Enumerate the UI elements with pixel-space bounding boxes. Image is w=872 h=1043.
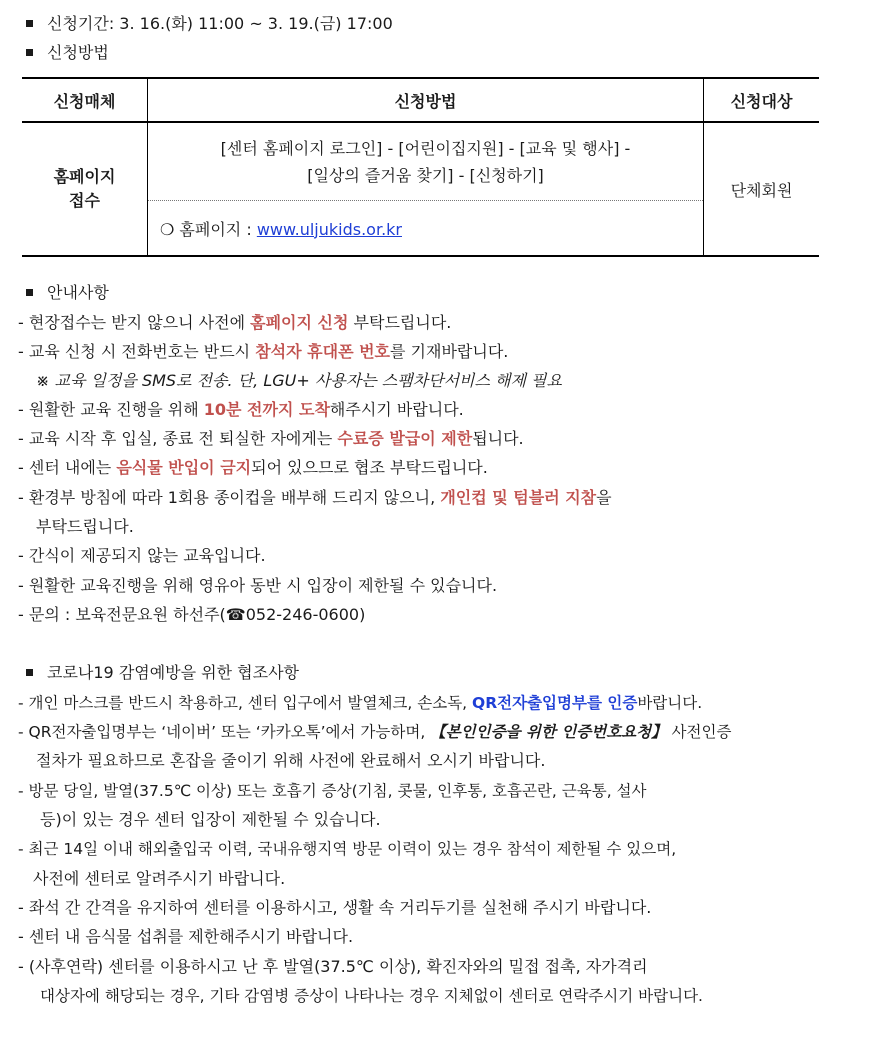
method-heading: 신청방법 xyxy=(18,42,109,64)
phone-icon: ☎ xyxy=(225,605,246,624)
method-path-cell xyxy=(148,122,704,201)
notice-line-7: - 간식이 제공되지 않는 교육입니다. xyxy=(18,546,266,565)
notice-line-4: - 교육 시작 후 입실, 종료 전 퇴실한 자에게는 수료증 발급이 제한됩니다. xyxy=(18,429,524,448)
covid-line-2-cont: 절차가 필요하므로 혼잡을 줄이기 위해 사전에 완료해서 오시기 바랍니다. xyxy=(36,751,546,770)
homepage-link[interactable]: www.uljukids.or.kr xyxy=(256,219,402,239)
notice-sms-note: ※ 교육 일정을 SMS로 전송. 단, LGU+ 사용자는 스팸차단서비스 해제 필요 xyxy=(36,371,562,390)
header-target: 신청대상 xyxy=(704,78,820,122)
notice-line-6-cont: 부탁드립니다. xyxy=(36,517,134,536)
period-line: 신청기간: 3. 16.(화) 11:00 ~ 3. 19.(금) 17:00 xyxy=(18,13,393,35)
covid-line-3-cont: 등)이 있는 경우 센터 입장이 제한될 수 있습니다. xyxy=(40,810,381,829)
header-medium: 신청매체 xyxy=(22,78,148,122)
homepage-cell xyxy=(148,201,704,257)
application-table xyxy=(22,77,819,257)
notice-line-3: - 원활한 교육 진행을 위해 10분 전까지 도착해주시기 바랍니다. xyxy=(18,400,464,419)
header-method: 신청방법 xyxy=(148,78,704,122)
covid-line-5: - 좌석 간 간격을 유지하여 센터를 이용하시고, 생활 속 거리두기를 실천해 주시기 바랍니다. xyxy=(18,898,652,917)
notice-line-2: - 교육 신청 시 전화번호는 반드시 참석자 휴대폰 번호를 기재바랍니다. xyxy=(18,342,509,361)
bullet-square-icon xyxy=(26,20,33,27)
covid-line-2: - QR전자출입명부는 ‘네이버’ 또는 ‘카카오톡’에서 가능하며, 【본인인증을 위한 인증번호요청】 사전인증 xyxy=(18,723,732,741)
method-path-line2: [일상의 즐거움 찾기] - [신청하기] xyxy=(307,165,544,185)
homepage-prefix: ❍ 홈페이지 : xyxy=(160,219,257,239)
covid-line-6: - 센터 내 음식물 섭취를 제한해주시기 바랍니다. xyxy=(18,927,354,946)
bullet-square-icon xyxy=(26,289,33,296)
covid-line-1: - 개인 마스크를 반드시 착용하고, 센터 입구에서 발열체크, 손소독, QR전자출입명부를 인증바랍니다. xyxy=(18,694,703,712)
covid-line-7-cont: 대상자에 해당되는 경우, 기타 감염병 증상이 나타나는 경우 지체없이 센터로 연락주시기 바랍니다. xyxy=(40,987,703,1005)
medium-line1: 홈페이지 xyxy=(53,167,116,186)
bullet-square-icon xyxy=(26,669,33,676)
notice-heading: 안내사항 xyxy=(18,282,109,304)
covid-line-7: - (사후연락) 센터를 이용하시고 난 후 발열(37.5℃ 이상), 확진자와의 밀접 접촉, 자가격리 xyxy=(18,957,648,976)
bullet-square-icon xyxy=(26,49,33,56)
notice-line-1: - 현장접수는 받지 않으니 사전에 홈페이지 신청 부탁드립니다. xyxy=(18,313,452,332)
covid-line-4: - 최근 14일 이내 해외출입국 이력, 국내유행지역 방문 이력이 있는 경우 참석이 제한될 수 있으며, xyxy=(18,840,677,858)
notice-line-8: - 원활한 교육진행을 위해 영유아 동반 시 입장이 제한될 수 있습니다. xyxy=(18,576,498,595)
method-path-line1: [센터 홈페이지 로그인] - [어린이집지원] - [교육 및 행사] - xyxy=(220,138,631,158)
covid-line-4-cont: 사전에 센터로 알려주시기 바랍니다. xyxy=(33,869,286,888)
medium-line2: 접수 xyxy=(69,191,100,210)
notice-line-5: - 센터 내에는 음식물 반입이 금지되어 있으므로 협조 부탁드립니다. xyxy=(18,458,488,477)
medium-cell xyxy=(22,122,148,256)
notice-contact: - 문의 : 보육전문요원 하선주(☎052-246-0600) xyxy=(18,605,366,624)
notice-line-6: - 환경부 방침에 따라 1회용 종이컵을 배부해 드리지 않으니, 개인컵 및 텀블러 지참을 xyxy=(18,488,612,507)
covid-line-3: - 방문 당일, 발열(37.5℃ 이상) 또는 호흡기 증상(기침, 콧물, 인후통, 호흡곤란, 근육통, 설사 xyxy=(18,782,647,800)
covid-heading: 코로나19 감염예방을 위한 협조사항 xyxy=(18,662,299,684)
target-cell: 단체회원 xyxy=(704,122,820,256)
